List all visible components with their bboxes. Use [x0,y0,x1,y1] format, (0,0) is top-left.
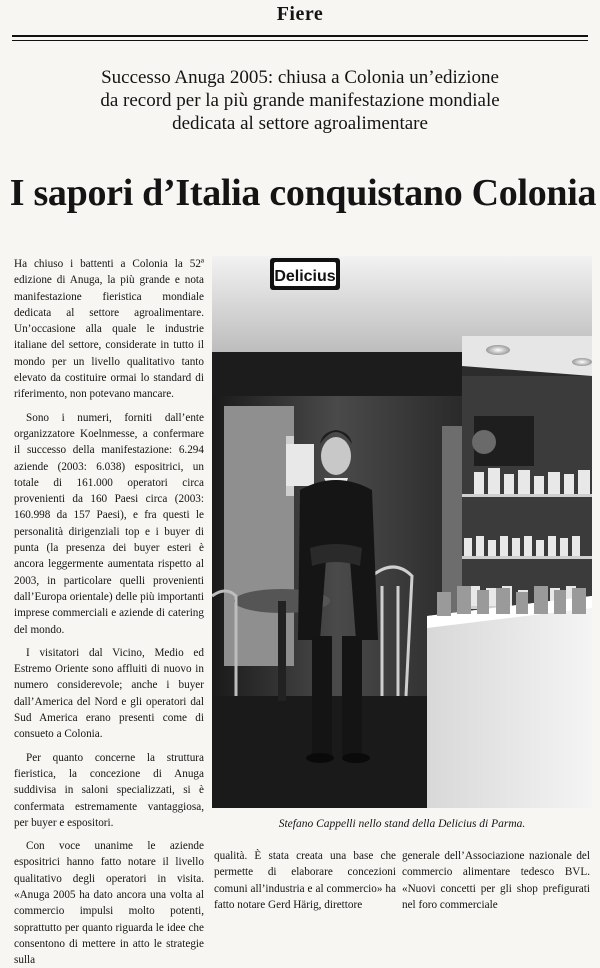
deck [30,66,570,135]
body-column-3 [402,848,590,913]
paragraph-3: I visitatori dal Vicino, Medio ed Estremo Oriente sono affluiti di nuovo in numero considerevole; anche i buyer dall’America del Nord e gli operatori dal Sud America erano presenti come di consueto a Colonia. [14,646,204,741]
stand-photo-graphic [212,256,592,808]
section-label: Fiere [276,3,324,25]
body-column-2 [214,848,396,913]
header-rule [12,35,588,41]
deck-line-1: Successo Anuga 2005: chiusa a Colonia un’edizione [101,67,499,88]
deck-line-2: da record per la più grande manifestazione mondiale [100,90,500,111]
body-column-1 [14,256,204,968]
paragraph-2: Sono i numeri, forniti dall’ente organizzatore Koelnmesse, a confermare il successo della manifestazione: 6.294 aziende (2003: 6.038) espositrici, un totale di 161.000 operatori circa provenienti da 160 Paesi circa (2003: 160.998 da 157 Paesi), e fra questi le personalità dirigenziali top e i buyer di punta (la presenza dei buyer esteri è ancora leggermente aumentata rispetto al 2003, in particolare quelli provenienti dall’Europa orientale) delle più importanti imprese commerciali e aziende di catering del mondo. [14,411,204,636]
stand-photo [212,256,592,808]
headline: I sapori d’Italia conquistano Colonia [9,172,597,214]
paragraph-7: generale dell’Associazione nazionale del commercio alimentare tedesco BVL. «Nuovi concetti per gli shop prefigurati nel foro commerciale [402,850,590,911]
paragraph-1: Ha chiuso i battenti a Colonia la 52ª edizione di Anuga, la più grande e nota manifestazione fieristica mondiale dedicata al settore agroalimentare. Un’occasione alla quale le industrie italiane del settore, considerate in tutto il mondo per un livello qualitativo tanto elevato da costituire ormai lo standard di riferimento, non potevano mancare. [14,258,204,401]
paragraph-6: qualità. È stata creata una base che permette di elaborare concezioni comuni all’industria e al commercio» ha fatto notare Gerd Härig, direttore [214,850,396,911]
paragraph-5: Con voce unanime le aziende espositrici hanno fatto notare il livello qualitativo degli operatori in visita. «Anuga 2005 ha dato ancora una volta al commercio impulsi molto potenti, soprattutto per quanto riguarda le idee che consentono di mettere in atto le strategie sulla [14,840,204,967]
paragraph-4: Per quanto concerne la struttura fieristica, la concezione di Anuga suddivisa in saloni specializzati, si è confermata estremamente vantaggiosa, per buyer e espositori. [14,751,204,829]
deck-line-3: dedicata al settore agroalimentare [172,113,428,134]
delicius-sign: Delicius [274,268,336,285]
photo-caption: Stefano Cappelli nello stand della Delicius di Parma. [278,818,526,830]
